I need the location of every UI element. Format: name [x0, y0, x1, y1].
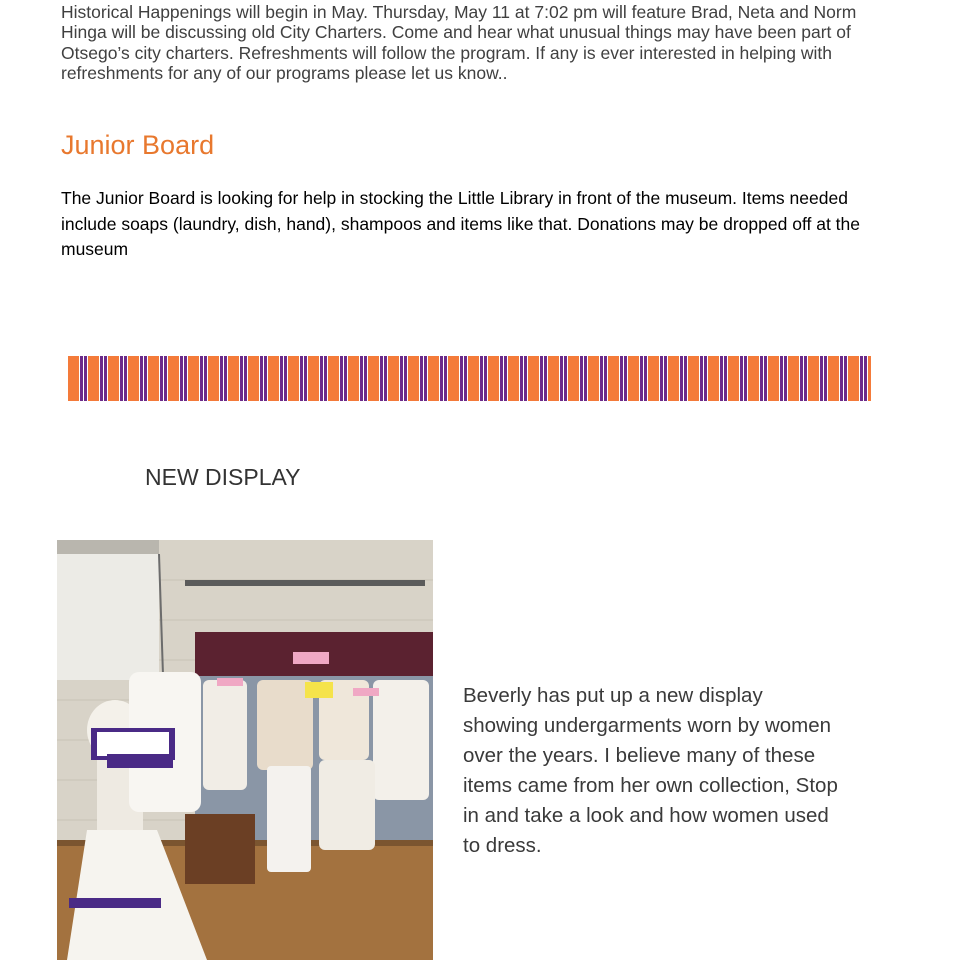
- junior-board-paragraph: The Junior Board is looking for help in stocking the Little Library in front of the museum. Items needed include soaps (laundry, dish, hand), shampoos and items like that. Donations may be dropped off at the museum: [61, 188, 860, 259]
- junior-board-heading: Junior Board: [61, 130, 215, 160]
- new-display-paragraph: Beverly has put up a new display showing undergarments worn by women over the years. I believe many of these items came from her own collection, Stop in and take a look and how women used to dress.: [463, 684, 838, 857]
- new-display-heading: NEW DISPLAY: [145, 464, 301, 490]
- display-photo: [57, 540, 433, 960]
- historical-happenings-paragraph: Historical Happenings will begin in May. Thursday, May 11 at 7:02 pm will feature Brad, Neta and Norm Hinga will be discussing old City Charters. Come and hear what unusual things may have been part of Otsego’s city charters. Refreshments will follow the program. If any is ever interested in helping with refreshments for any of our programs please let us know..: [61, 2, 857, 83]
- striped-divider-banner: [68, 356, 871, 401]
